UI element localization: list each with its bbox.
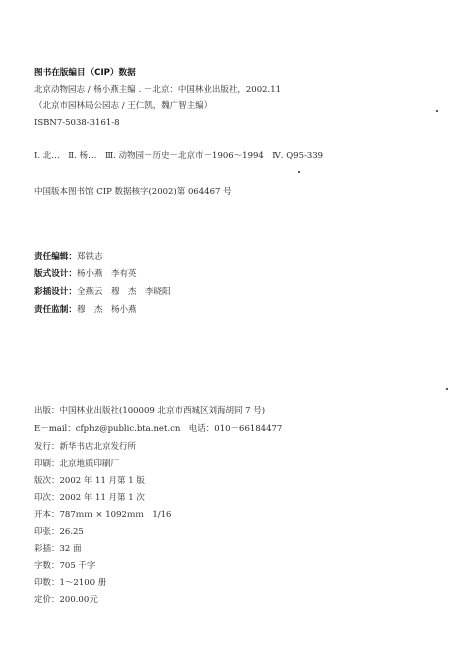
- editor-row: [34, 286, 171, 298]
- impression-line: 印次：2002 年 11 月第 1 次: [34, 493, 145, 503]
- word-count-line: 字数：705 千字: [34, 561, 96, 571]
- scan-speck: [298, 171, 300, 173]
- editor-label: 版式设计：: [34, 269, 77, 279]
- contact-line: E－mail：cfphz@public.bta.net.cn 电话：010－66184477: [34, 424, 283, 434]
- edition-line: 版次：2002 年 11 月第 1 版: [34, 476, 145, 486]
- editor-value: 穆 杰 杨小燕: [76, 305, 137, 315]
- format-line: 开本：787ｍｍ × 1092ｍｍ 1/16: [34, 510, 172, 520]
- editor-row: [34, 304, 137, 316]
- cip-heading: 图书在版编目（CIP）数据: [34, 68, 136, 78]
- publisher-line: 出版：中国林业出版社(100009 北京市西城区刘海胡同 7 号): [34, 406, 266, 416]
- isbn: ISBN7-5038-3161-8: [34, 118, 120, 128]
- editor-value: 杨小燕 李有英: [76, 269, 137, 279]
- editor-label: 责任编辑：: [34, 252, 77, 262]
- cip-series-line: （北京市园林局公园志 / 王仁凯，魏广智主编）: [34, 101, 213, 111]
- price-line: 定价：200.00元: [34, 595, 98, 605]
- classification-line: Ⅰ. 北… Ⅱ. 杨… Ⅲ. 动物园－历史－北京市－1906～1994 Ⅳ. Q95-339: [34, 151, 324, 161]
- editor-label: 责任监制：: [34, 305, 77, 315]
- editor-row: [34, 268, 137, 280]
- editor-row: [34, 251, 103, 263]
- scan-speck: [436, 110, 438, 112]
- color-plates-line: 彩插：32 面: [34, 544, 82, 554]
- distributor-line: 发行：新华书店北京发行所: [34, 442, 137, 452]
- sheets-line: 印张：26.25: [34, 527, 84, 537]
- print-run-line: 印数：1～2100 册: [34, 578, 107, 588]
- scan-speck: [446, 388, 448, 390]
- editor-value: 郑铁志: [76, 252, 103, 262]
- editor-value: 全燕云 穆 杰 李晓阳: [76, 287, 171, 297]
- editor-label: 彩插设计：: [34, 287, 77, 297]
- cip-core-number: 中国版本图书馆 CIP 数据核字(2002)第 064467 号: [34, 187, 232, 197]
- cip-title-line: 北京动物园志 / 杨小燕主编 . －北京：中国林业出版社，2002.11: [34, 85, 282, 95]
- printer-line: 印刷：北京地质印刷厂: [34, 459, 120, 469]
